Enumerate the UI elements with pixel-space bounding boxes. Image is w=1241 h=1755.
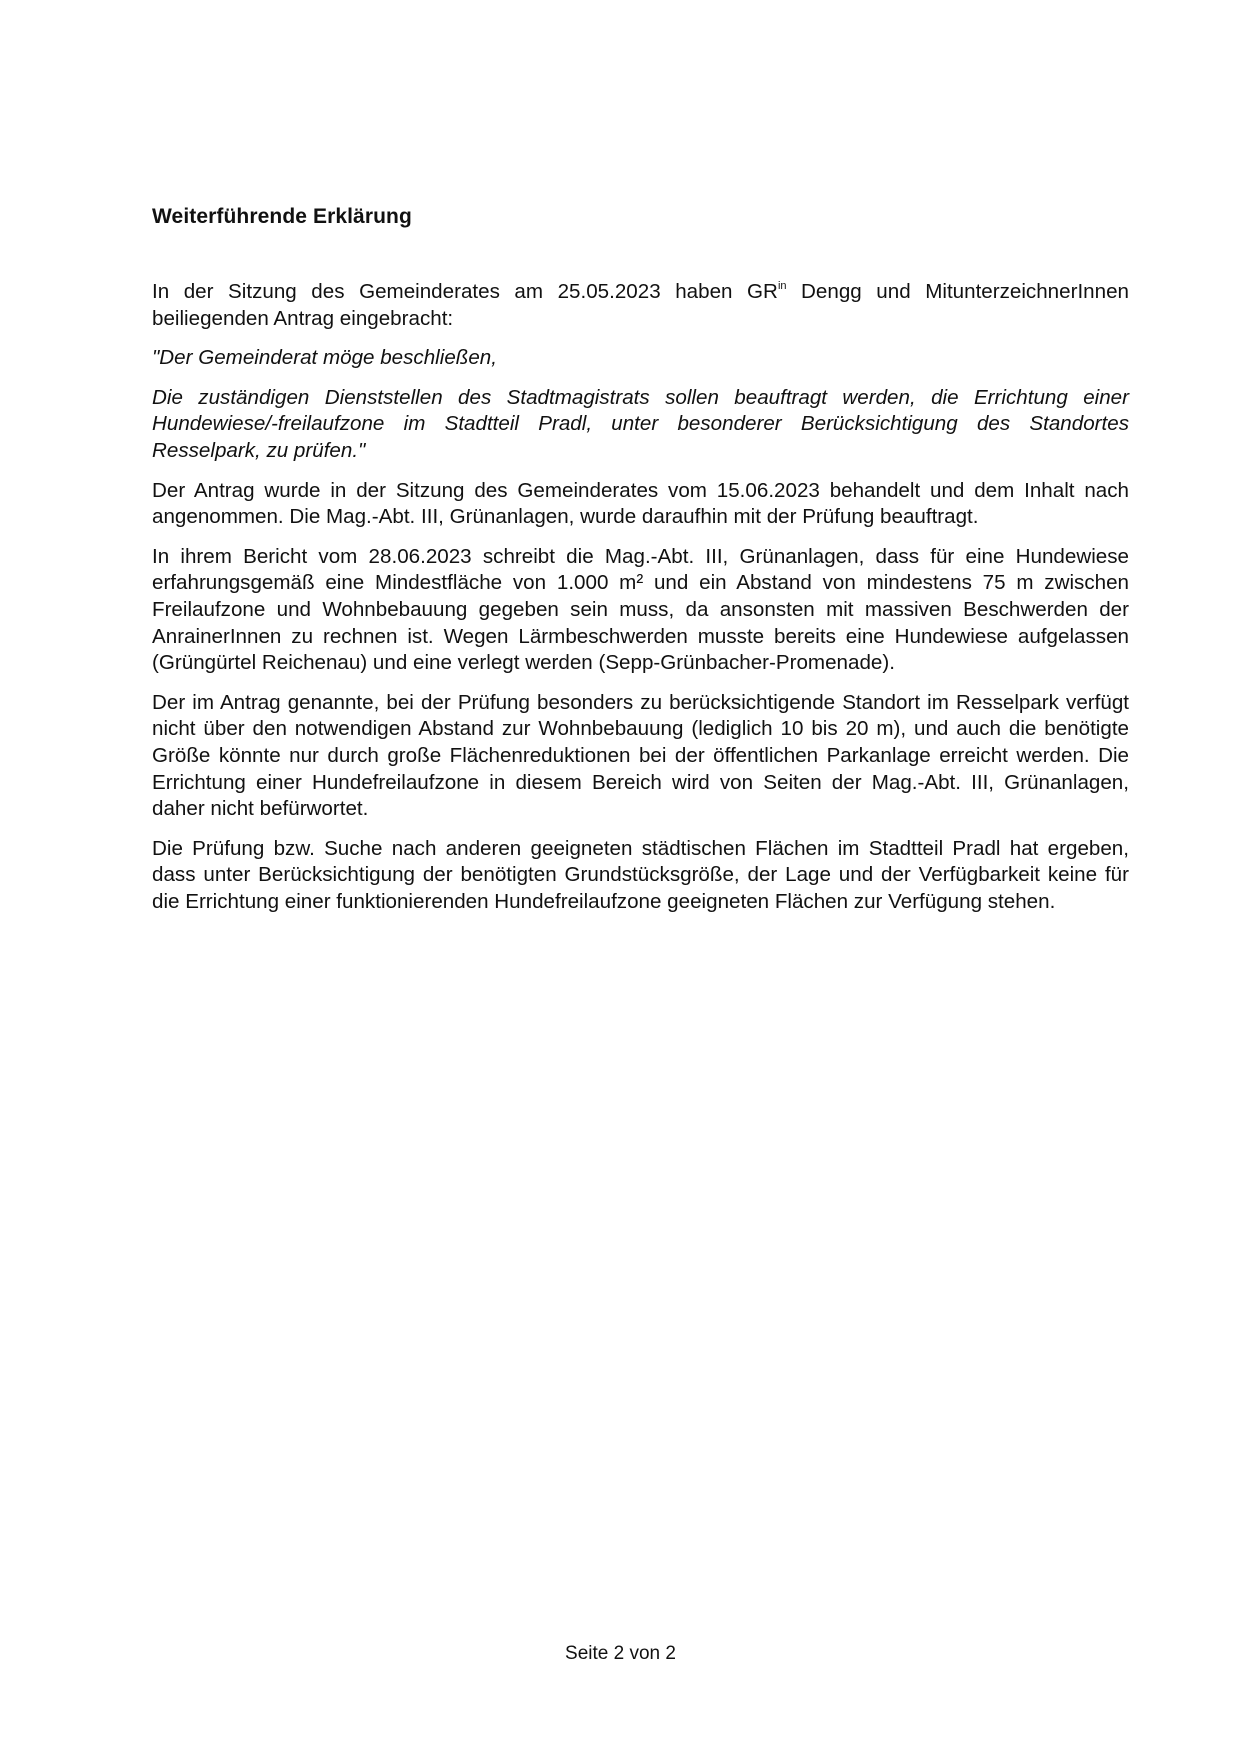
paragraph-conclusion: Die Prüfung bzw. Suche nach anderen geeigneten städtischen Flächen im Stadtteil Pradl hat ergeben, dass unter Berücksichtigung der benötigten Grundstücksgröße, der Lage und der Verfügbarkeit keine für die Errichtung einer funktionierenden Hundefreilaufzone geeigneten Flächen zur Verfügung stehen. xyxy=(152,836,1129,913)
motion-opening: "Der Gemeinderat möge beschließen, xyxy=(152,346,497,370)
motion-text: Die zuständigen Dienststellen des Stadtmagistrats sollen beauftragt werden, die Errichtung einer Hundewiese/-freilaufzone im Stadtteil Pradl, unter besonderer Berücksichtigung des Standortes Resselpark, zu prüfen." xyxy=(152,385,1129,462)
gender-superscript: in xyxy=(777,280,787,292)
document-body xyxy=(152,279,1129,915)
intro-paragraph xyxy=(152,279,1129,332)
intro-text: In der Sitzung des Gemeinderates am 25.05.2023 haben GR xyxy=(152,280,778,303)
paragraph-resselpark: Der im Antrag genannte, bei der Prüfung besonders zu berücksichtigende Standort im Resselpark verfügt nicht über den notwendigen Abstand zur Wohnbebauung (lediglich 10 bis 20 m), und auch die benötigte Größe könnte nur durch große Flächenreduktionen bei der öffentlichen Parkanlage erreicht werden. Die Errichtung einer Hundefreilaufzone in diesem Bereich wird von Seiten der Mag.-Abt. III, Grünanlagen, daher nicht befürwortet. xyxy=(152,690,1129,821)
page-number-footer: Seite 2 von 2 xyxy=(565,1643,676,1664)
paragraph-treatment: Der Antrag wurde in der Sitzung des Gemeinderates vom 15.06.2023 behandelt und dem Inhalt nach angenommen. Die Mag.-Abt. III, Grünanlagen, wurde daraufhin mit der Prüfung beauftragt. xyxy=(152,478,1129,529)
page-content xyxy=(152,203,1129,928)
document-heading: Weiterführende Erklärung xyxy=(152,205,412,228)
paragraph-report: In ihrem Bericht vom 28.06.2023 schreibt die Mag.-Abt. III, Grünanlagen, dass für eine Hundewiese erfahrungsgemäß eine Mindestfläche von 1.000 m² und ein Abstand von mindestens 75 m zwischen Freilaufzone und Wohnbebauung gegeben sein muss, da ansonsten mit massiven Beschwerden der AnrainerInnen zu rechnen ist. Wegen Lärmbeschwerden musste bereits eine Hundewiese aufgelassen (Grüngürtel Reichenau) und eine verlegt werden (Sepp-Grünbacher-Promenade). xyxy=(152,544,1129,675)
intro-text-continued: Dengg und MitunterzeichnerInnen beiliegenden Antrag eingebracht: xyxy=(152,280,1129,330)
